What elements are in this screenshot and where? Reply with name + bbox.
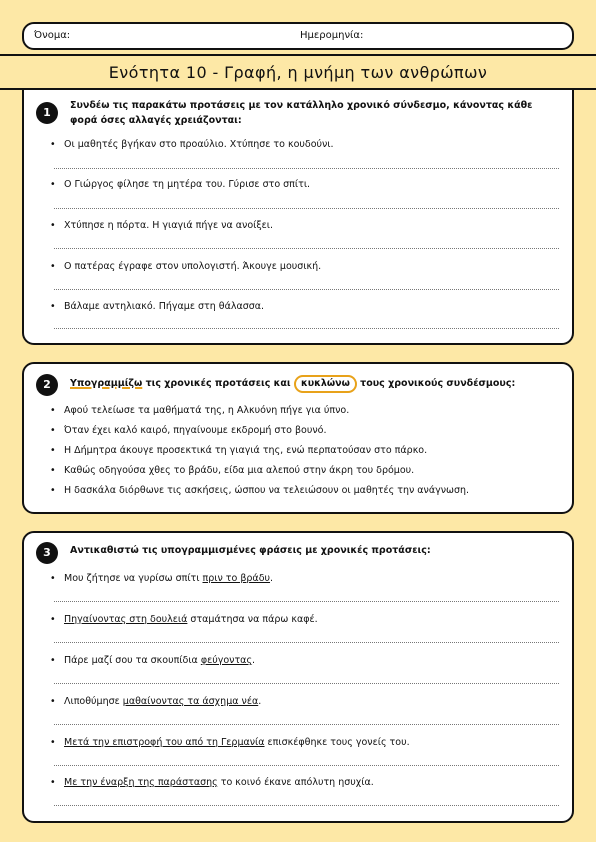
list-item: • Βάλαμε αντηλιακό. Πήγαμε στη θάλασσα. — [50, 301, 265, 312]
exercise-1 — [22, 90, 574, 345]
underline-keyword: Υπογραμμίζω — [70, 378, 143, 389]
answer-line[interactable] — [54, 328, 559, 329]
answer-line[interactable] — [54, 168, 559, 169]
exercise-number: 3 — [36, 542, 58, 564]
list-item: • Ο πατέρας έγραφε στον υπολογιστή. Άκουγε μουσική. — [50, 261, 322, 272]
exercise-3 — [22, 531, 574, 823]
exercise-2 — [22, 362, 574, 514]
name-label: Όνομα: — [34, 30, 71, 41]
exercise-instruction: Υπογραμμίζω τις χρονικές προτάσεις και κυκλώνω τους χρονικούς συνδέσμους: — [70, 375, 560, 393]
list-item: • Οι μαθητές βγήκαν στο προαύλιο. Χτύπησε το κουδούνι. — [50, 139, 334, 150]
page-title: Ενότητα 10 - Γραφή, η μνήμη των ανθρώπων — [108, 63, 488, 82]
list-item: • Ο Γιώργος φίλησε τη μητέρα του. Γύρισε στο σπίτι. — [50, 179, 311, 190]
list-item: • Η Δήμητρα άκουγε προσεκτικά τη γιαγιά της, ενώ περπατούσαν στο πάρκο. — [50, 445, 428, 456]
list-item: • Με την έναρξη της παράστασης το κοινό έκανε απόλυτη ησυχία. — [50, 777, 374, 788]
list-item: • Η δασκάλα διόρθωνε τις ασκήσεις, ώσπου να τελειώσουν οι μαθητές την ανάγνωση. — [50, 485, 470, 496]
list-item: • Χτύπησε η πόρτα. Η γιαγιά πήγε να ανοίξει. — [50, 220, 274, 231]
answer-line[interactable] — [54, 724, 559, 725]
date-label: Ημερομηνία: — [300, 30, 364, 41]
answer-line[interactable] — [54, 765, 559, 766]
answer-line[interactable] — [54, 208, 559, 209]
exercise-number: 2 — [36, 374, 58, 396]
list-item: • Πάρε μαζί σου τα σκουπίδια φεύγοντας. — [50, 655, 256, 666]
list-item: • Μετά την επιστροφή του από τη Γερμανία επισκέφθηκε τους γονείς του. — [50, 737, 410, 748]
answer-line[interactable] — [54, 248, 559, 249]
list-item: • Μου ζήτησε να γυρίσω σπίτι πριν το βράδυ. — [50, 573, 274, 584]
answer-line[interactable] — [54, 601, 559, 602]
answer-line[interactable] — [54, 642, 559, 643]
answer-line[interactable] — [54, 289, 559, 290]
list-item: • Πηγαίνοντας στη δουλειά σταμάτησα να πάρω καφέ. — [50, 614, 318, 625]
title-band — [0, 54, 596, 90]
exercise-instruction: Συνδέω τις παρακάτω προτάσεις με τον κατάλληλο χρονικό σύνδεσμο, κάνοντας κάθε φορά όσες αλλαγές χρειάζονται: — [70, 100, 533, 126]
circle-keyword: κυκλώνω — [294, 375, 357, 393]
header-box — [22, 22, 574, 50]
list-item: • Αφού τελείωσε τα μαθήματά της, η Αλκυόνη πήγε για ύπνο. — [50, 405, 350, 416]
list-item: • Καθώς οδηγούσα χθες το βράδυ, είδα μια αλεπού στην άκρη του δρόμου. — [50, 465, 415, 476]
list-item: • Λιποθύμησε μαθαίνοντας τα άσχημα νέα. — [50, 696, 262, 707]
exercise-number: 1 — [36, 102, 58, 124]
answer-line[interactable] — [54, 805, 559, 806]
answer-line[interactable] — [54, 683, 559, 684]
list-item: • Όταν έχει καλό καιρό, πηγαίνουμε εκδρομή στο βουνό. — [50, 425, 327, 436]
exercise-instruction: Αντικαθιστώ τις υπογραμμισμένες φράσεις με χρονικές προτάσεις: — [70, 545, 431, 556]
